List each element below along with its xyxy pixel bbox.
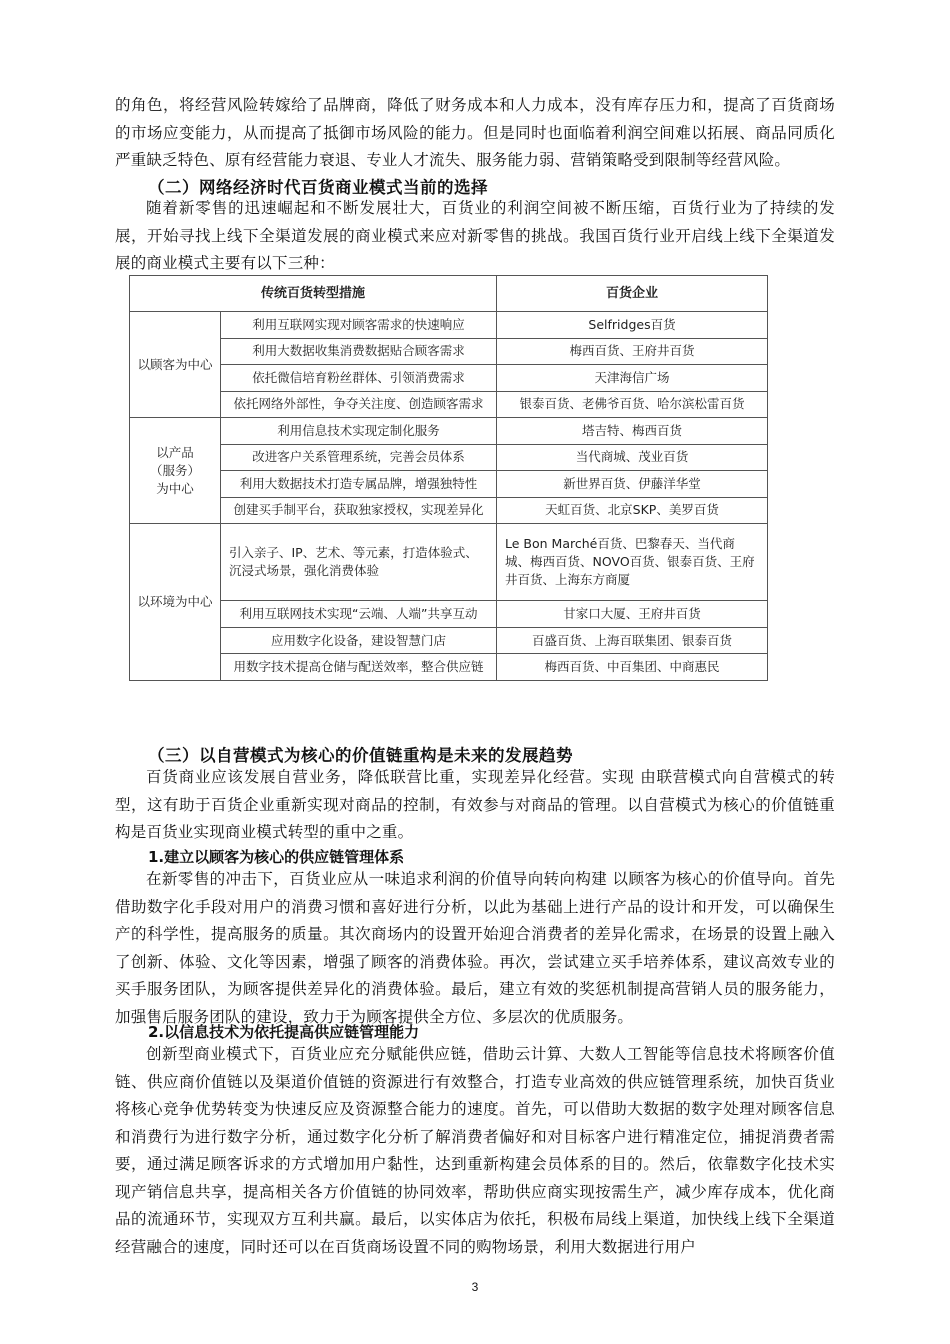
measure-cell: 利用大数据收集消费数据贴合顾客需求	[221, 338, 497, 365]
subsection1-paragraph: 在新零售的冲击下，百货业应从一味追求利润的价值导向转向构建 以顾客为核心的价值导向。首先借助数字化手段对用户的消费习惯和喜好进行分析，以此为基础上进行产品的设计和开发，可以确保生产的科学性，提高服务的质量。其次商场内的设置开始迎合消费者的差异化需求，在场景的设置上融入了创新、体验、文化等因素，增强了顾客的消费体验。再次，尝试建立买手培养体系，建议高效专业的买手服务团队，为顾客提供差异化的消费体验。最后，建立有效的奖惩机制提高营销人员的服务能力，加强售后服务团队的建设，致力于为顾客提供全方位、多层次的优质服务。	[115, 870, 835, 1026]
company-cell: 梅西百货、中百集团、中商惠民	[497, 654, 768, 681]
company-cell: 天虹百货、北京SKP、美罗百货	[497, 497, 768, 524]
measure-cell: 利用互联网实现对顾客需求的快速响应	[221, 312, 497, 339]
table-row	[130, 471, 768, 498]
company-cell: 当代商城、茂业百货	[497, 444, 768, 471]
section3-paragraph: 百货商业应该发展自营业务，降低联营比重，实现差异化经营。实现 由联营模式向自营模式的转型，这有助于百货企业重新实现对商品的控制，有效参与对商品的管理。以自营模式为核心的价值链重构是百货业实现商业模式转型的重中之重。	[115, 768, 835, 841]
table-row	[130, 627, 768, 654]
table-row	[130, 418, 768, 445]
page-number: 3	[471, 1280, 479, 1294]
section2-paragraph: 随着新零售的迅速崛起和不断发展壮大，百货业的利润空间被不断压缩，百货行业为了持续的发展，开始寻找上线下全渠道发展的商业模式来应对新零售的挑战。我国百货行业开启线上线下全渠道发展的商业模式主要有以下三种：	[115, 199, 835, 272]
section3-heading: （三）以自营模式为核心的价值链重构是未来的发展趋势	[148, 746, 573, 765]
table-row	[130, 654, 768, 681]
company-cell: 甘家口大厦、王府井百货	[497, 601, 768, 628]
table-row	[130, 312, 768, 339]
company-cell: 梅西百货、王府井百货	[497, 338, 768, 365]
measure-cell: 改进客户关系管理系统，完善会员体系	[221, 444, 497, 471]
table-row	[130, 524, 768, 601]
measure-cell: 依托网络外部性，争夺关注度、创造顾客需求	[221, 391, 497, 418]
company-cell: 新世界百货、伊藤洋华堂	[497, 471, 768, 498]
company-cell: 百盛百货、上海百联集团、银泰百货	[497, 627, 768, 654]
table-row	[130, 497, 768, 524]
measure-cell: 创建买手制平台，获取独家授权，实现差异化	[221, 497, 497, 524]
group-label: 以产品（服务）为中心	[130, 418, 221, 524]
table-row	[130, 391, 768, 418]
table-header-measures: 传统百货转型措施	[130, 276, 497, 312]
company-cell: Le Bon Marché百货、巴黎春天、当代商城、梅西百货、NOVO百货、银泰百货、王府井百货、上海东方商厦	[497, 524, 768, 601]
section2-heading: （二）网络经济时代百货商业模式当前的选择	[148, 178, 488, 197]
table-row	[130, 601, 768, 628]
company-cell: Selfridges百货	[497, 312, 768, 339]
measure-cell: 应用数字化设备，建设智慧门店	[221, 627, 497, 654]
company-cell: 天津海信广场	[497, 365, 768, 392]
group-label: 以顾客为中心	[130, 312, 221, 418]
company-cell: 塔吉特、梅西百货	[497, 418, 768, 445]
measure-cell: 引入亲子、IP、艺术、等元素，打造体验式、沉浸式场景，强化消费体验	[221, 524, 497, 601]
transformation-table	[129, 275, 767, 681]
company-cell: 银泰百货、老佛爷百货、哈尔滨松雷百货	[497, 391, 768, 418]
subsection1-heading: 1.建立以顾客为核心的供应链管理体系	[148, 848, 405, 866]
measure-cell: 利用互联网技术实现“云端、人端”共享互动	[221, 601, 497, 628]
measure-cell: 依托微信培育粉丝群体、引领消费需求	[221, 365, 497, 392]
measure-cell: 用数字技术提高仓储与配送效率，整合供应链	[221, 654, 497, 681]
table-header-companies: 百货企业	[497, 276, 768, 312]
subsection2-heading: 2.以信息技术为依托提高供应链管理能力	[148, 1023, 420, 1041]
group-label: 以环境为中心	[130, 524, 221, 681]
measure-cell: 利用信息技术实现定制化服务	[221, 418, 497, 445]
subsection2-paragraph: 创新型商业模式下，百货业应充分赋能供应链，借助云计算、大数人工智能等信息技术将顾客价值链、供应商价值链以及渠道价值链的资源进行有效整合，打造专业高效的供应链管理系统，加快百货业将核心竞争优势转变为快速反应及资源整合能力的速度。首先，可以借助大数据的数字处理对顾客信息和消费行为进行数字分析，通过数字化分析了解消费者偏好和对目标客户进行精准定位，捕捉消费者需要，通过满足顾客诉求的方式增加用户黏性，达到重新构建会员体系的目的。然后，依靠数字化技术实现产销信息共享，提高相关各方价值链的协同效率，帮助供应商实现按需生产，减少库存成本，优化商品的流通环节，实现双方互利共赢。最后，以实体店为依托，积极布局线上渠道，加快线上线下全渠道经营融合的速度，同时还可以在百货商场设置不同的购物场景，利用大数据进行用户	[115, 1045, 835, 1256]
table-row	[130, 365, 768, 392]
measure-cell: 利用大数据技术打造专属品牌，增强独特性	[221, 471, 497, 498]
table-row	[130, 338, 768, 365]
table-row	[130, 444, 768, 471]
intro-paragraph: 的角色，将经营风险转嫁给了品牌商，降低了财务成本和人力成本，没有库存压力和，提高了百货商场的市场应变能力，从而提高了抵御市场风险的能力。但是同时也面临着利润空间难以拓展、商品同质化严重缺乏特色、原有经营能力衰退、专业人才流失、服务能力弱、营销策略受到限制等经营风险。	[115, 96, 835, 169]
